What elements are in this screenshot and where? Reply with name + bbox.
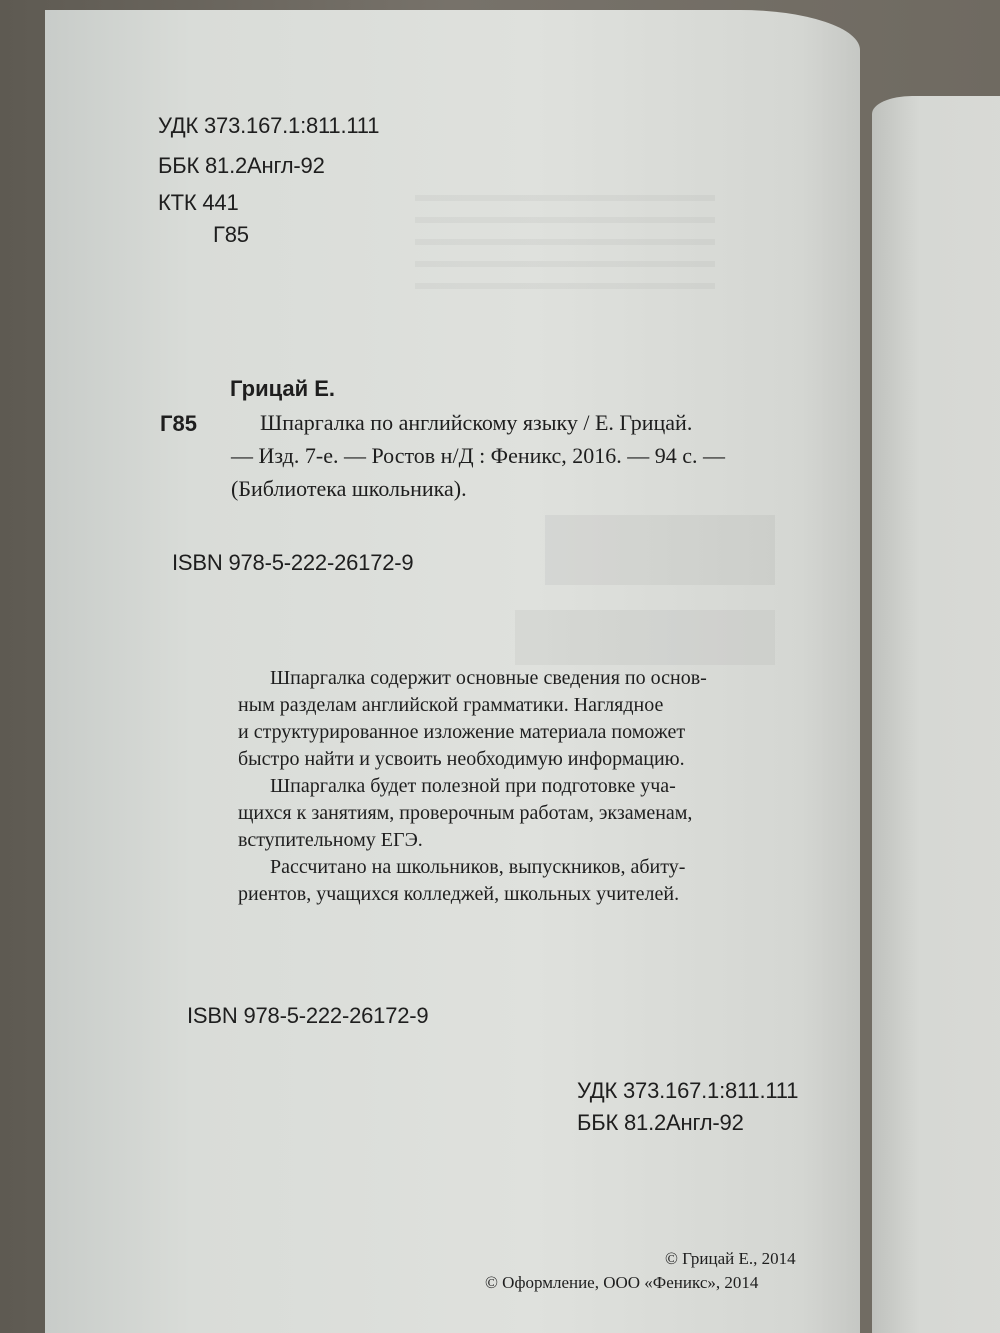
card-series-line: (Библиотека школьника). <box>231 476 467 501</box>
isbn-bottom: ISBN 978-5-222-26172-9 <box>187 1003 429 1028</box>
annotation-line: ным разделам английской грамматики. Наглядное <box>238 694 664 716</box>
author-mark-top: Г85 <box>213 222 249 247</box>
book-page <box>45 10 860 1333</box>
isbn-top: ISBN 978-5-222-26172-9 <box>172 550 414 575</box>
annotation-line: щихся к занятиям, проверочным работам, экзаменам, <box>238 802 693 824</box>
bleed-through-block-1 <box>545 515 775 585</box>
annotation-line: Рассчитано на школьников, выпускников, абиту- <box>270 856 686 878</box>
annotation-line: быстро найти и усвоить необходимую информацию. <box>238 748 685 770</box>
annotation-line: и структурированное изложение материала поможет <box>238 721 686 743</box>
annotation-line: вступительному ЕГЭ. <box>238 829 423 851</box>
author-mark-card: Г85 <box>160 411 197 436</box>
copyright-author: © Грицай Е., 2014 <box>665 1249 796 1268</box>
card-title-line: Шпаргалка по английскому языку / Е. Грицай. <box>260 410 693 435</box>
copyright-design: © Оформление, ООО «Феникс», 2014 <box>485 1273 759 1292</box>
bbk-code-bottom: ББК 81.2Англ-92 <box>577 1110 744 1135</box>
bbk-code: ББК 81.2Англ-92 <box>158 153 325 178</box>
facing-page <box>872 96 1000 1333</box>
author-name: Грицай Е. <box>230 376 336 401</box>
udk-code: УДК 373.167.1:811.111 <box>158 113 380 138</box>
udk-code-bottom: УДК 373.167.1:811.111 <box>577 1078 799 1103</box>
bleed-through-lines <box>415 195 715 305</box>
ktk-code: КТК 441 <box>158 190 239 215</box>
annotation <box>238 665 707 908</box>
card-edition-line: — Изд. 7-е. — Ростов н/Д : Феникс, 2016. — 94 с. — <box>231 443 726 468</box>
bleed-through-block-2 <box>515 610 775 665</box>
annotation-line: риентов, учащихся колледжей, школьных учителей. <box>238 883 680 905</box>
annotation-line: Шпаргалка содержит основные сведения по основ- <box>270 667 707 689</box>
annotation-line: Шпаргалка будет полезной при подготовке уча- <box>270 775 676 797</box>
